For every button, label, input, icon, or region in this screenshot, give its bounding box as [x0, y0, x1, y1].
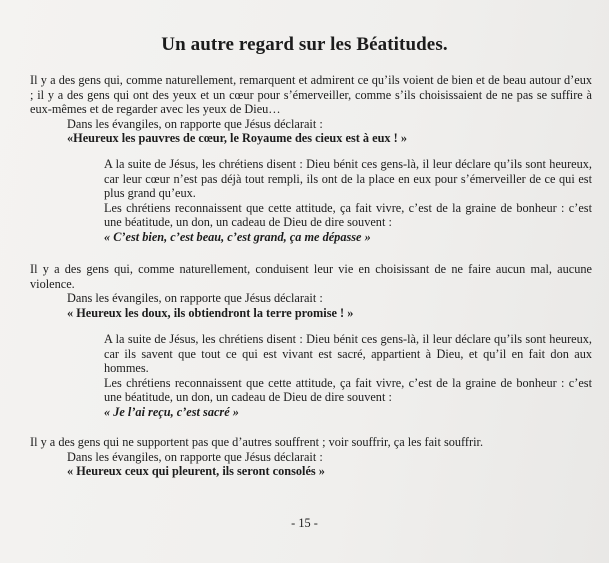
page-title: Un autre regard sur les Béatitudes.	[161, 34, 448, 55]
section-3-beatitude: « Heureux ceux qui pleurent, ils seront consolés »	[67, 464, 325, 479]
section-2-main	[30, 262, 592, 320]
section-1-lead: Dans les évangiles, on rapporte que Jésus déclarait :	[67, 116, 323, 131]
section-2-lead: Dans les évangiles, on rapporte que Jésus déclarait :	[67, 291, 323, 306]
section-1-intro: Il y a des gens qui, comme naturellement, remarquent et admirent ce qu’ils voient de bien et de beau autour d’eux ; il y a des gens qui ont des yeux et un cœur pour s’émerveiller, comme s’ils choisissaient de ne pas se suffire à eux-mêmes et de regarder avec les yeux de Dieu…	[30, 73, 592, 117]
section-2-explanation: A la suite de Jésus, les chrétiens disent : Dieu bénit ces gens-là, il leur déclare qu’ils sont heureux, car ils savent que tout ce qui est vivant est sacré, appartient à Dieu, et qu’il en fait don aux hommes.	[104, 332, 592, 376]
section-2-recognition: Les chrétiens reconnaissent que cette attitude, ça fait vivre, c’est de la graine de bonheur : c’est une béatitude, un don, un cadeau de Dieu de dire souvent :	[104, 375, 592, 405]
section-1-main	[30, 73, 592, 146]
section-3-lead: Dans les évangiles, on rapporte que Jésus déclarait :	[67, 449, 323, 464]
page-number: - 15 -	[291, 516, 318, 530]
section-1-commentary	[104, 157, 592, 245]
section-2-beatitude: « Heureux les doux, ils obtiendront la terre promise ! »	[67, 305, 354, 320]
section-3-main	[30, 435, 592, 479]
section-1-saying: « C’est bien, c’est beau, c’est grand, ça me dépasse »	[104, 229, 371, 244]
section-1-beatitude: «Heureux les pauvres de cœur, le Royaume des cieux est à eux ! »	[67, 131, 407, 146]
section-2-commentary	[104, 332, 592, 420]
section-2-saying: « Je l’ai reçu, c’est sacré »	[104, 404, 239, 419]
section-1-explanation: A la suite de Jésus, les chrétiens disent : Dieu bénit ces gens-là, il leur déclare qu’ils sont heureux, car leur cœur n’est pas déjà tout rempli, ils ont de la place en eux pour s’émerveiller de ce qui est plus grand qu’eux.	[104, 157, 592, 201]
section-2-intro: Il y a des gens qui, comme naturellement, conduisent leur vie en choisissant de ne faire aucun mal, aucune violence.	[30, 262, 592, 291]
section-3-intro: Il y a des gens qui ne supportent pas que d’autres souffrent ; voir souffrir, ça les fait souffrir.	[30, 435, 484, 449]
section-1-recognition: Les chrétiens reconnaissent que cette attitude, ça fait vivre, c’est de la graine de bonheur : c’est une béatitude, un don, un cadeau de Dieu de dire souvent :	[104, 200, 592, 230]
